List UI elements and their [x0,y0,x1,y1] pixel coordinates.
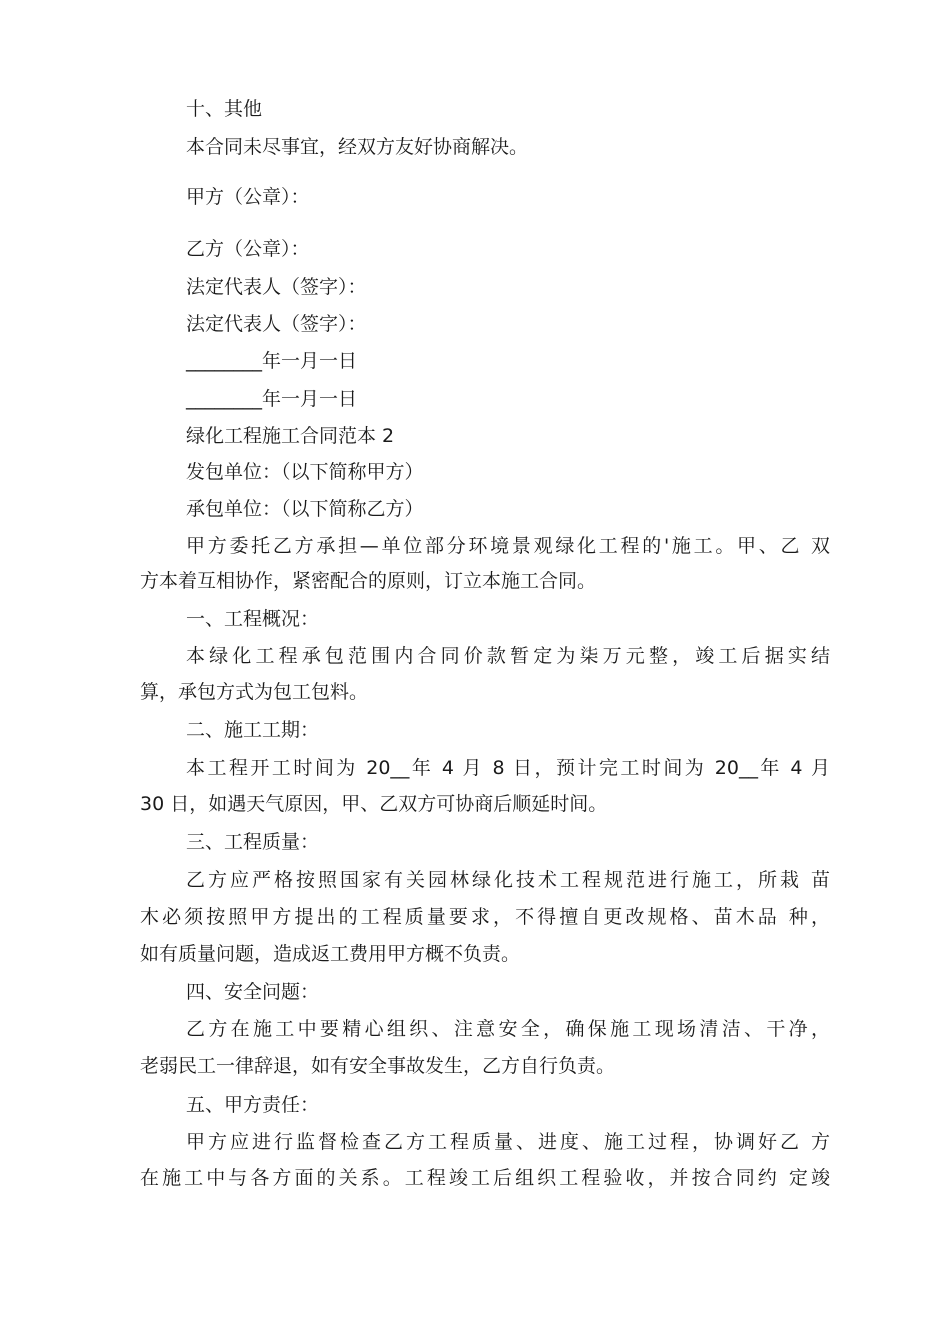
contractor-line: 承包单位：（以下简称乙方） [186,498,424,520]
legal-rep-signature-label-2: 法定代表人（签字）： [186,313,367,335]
section-two-text-line-2: 30 日，如遇天气原因，甲、乙双方可协商后顺延时间。 [140,793,608,815]
section-three-text-line-2: 木必须按照甲方提出的工程质量要求，不得擅自更改规格、苗木品 种， [140,906,830,928]
section-two-text-line-1: 本工程开工时间为 20__年 4 月 8 日，预计完工时间为 20__年 4 月 [186,757,830,779]
intro-paragraph-line-1: 甲方委托乙方承担—单位部分环境景观绿化工程的'施工。甲、乙 双 [186,535,830,557]
section-ten-text: 本合同未尽事宜，经双方友好协商解决。 [186,136,529,158]
section-five-text-line-1: 甲方应进行监督检查乙方工程质量、进度、施工过程，协调好乙 方 [186,1131,830,1153]
section-one-heading: 一、工程概况： [186,608,320,630]
section-ten-heading: 十、其他 [186,98,263,120]
date-line-1: ________年一月一日 [186,350,358,372]
party-a-seal-label: 甲方（公章）： [186,186,310,208]
party-b-seal-label: 乙方（公章）： [186,238,310,260]
section-five-heading: 五、甲方责任： [186,1094,320,1116]
section-four-text-line-2: 老弱民工一律辞退，如有安全事故发生，乙方自行负责。 [140,1055,616,1077]
document-title: 绿化工程施工合同范本 2 [186,425,395,447]
section-one-text-line-2: 算，承包方式为包工包料。 [140,681,369,703]
intro-paragraph-line-2: 方本着互相协作，紧密配合的原则，订立本施工合同。 [140,570,597,592]
employer-line: 发包单位：（以下简称甲方） [186,461,424,483]
date-line-2: ________年一月一日 [186,388,358,410]
section-three-text-line-1: 乙方应严格按照国家有关园林绿化技术工程规范进行施工，所栽 苗 [186,869,830,891]
section-three-heading: 三、工程质量： [186,831,320,853]
section-five-text-line-2: 在施工中与各方面的关系。工程竣工后组织工程验收，并按合同约 定竣 [140,1167,830,1189]
section-four-text-line-1: 乙方在施工中要精心组织、注意安全，确保施工现场清洁、干净， [186,1018,830,1040]
section-two-heading: 二、施工工期： [186,719,320,741]
section-four-heading: 四、安全问题： [186,981,320,1003]
section-one-text-line-1: 本绿化工程承包范围内合同价款暂定为柒万元整，竣工后据实结 [186,645,830,667]
section-three-text-line-3: 如有质量问题，造成返工费用甲方概不负责。 [140,943,521,965]
legal-rep-signature-label-1: 法定代表人（签字）： [186,276,367,298]
